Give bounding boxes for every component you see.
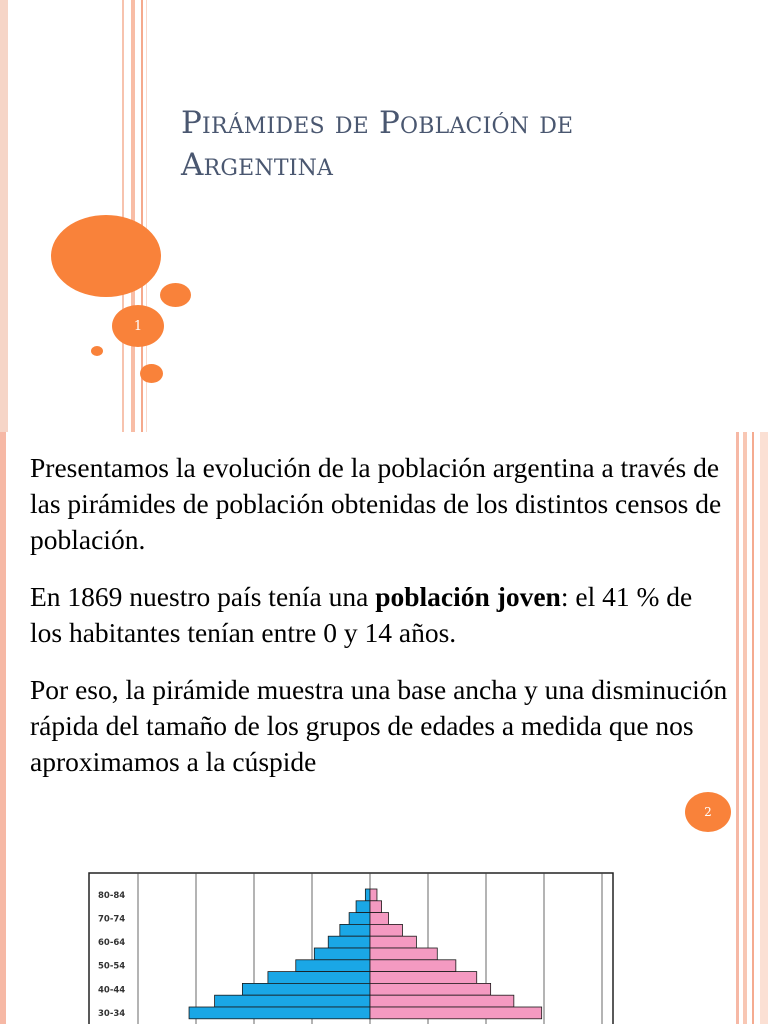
decor-stripe	[131, 0, 135, 432]
bar-female-50-54	[370, 960, 456, 972]
tick-label-30-34: 30-34	[98, 1008, 126, 1019]
bar-female-65-69	[370, 924, 402, 936]
tick-label-50-54: 50-54	[98, 961, 126, 972]
decor-stripe	[743, 432, 747, 1024]
bar-male-50-54	[296, 960, 370, 972]
slide-1	[0, 0, 768, 432]
bar-male-60-64	[328, 936, 370, 948]
bar-male-55-59	[314, 948, 370, 960]
bar-female-60-64	[370, 936, 416, 948]
decor-circle-tiny	[91, 346, 103, 356]
bar-female-35-39	[370, 995, 514, 1007]
slide-2	[0, 432, 768, 1024]
page-number-badge: 1	[112, 305, 164, 347]
bar-male-70-74	[349, 913, 370, 925]
bar-female-55-59	[370, 948, 437, 960]
paragraph-1869-post: : el 41 % de los habitantes tenían entre 0 y 14 años.	[30, 581, 693, 648]
decor-circle-large	[51, 215, 161, 297]
tick-label-60-64: 60-64	[98, 938, 126, 949]
bar-female-30-34	[370, 1007, 542, 1019]
decor-circle-small	[140, 364, 163, 383]
bar-male-45-49	[268, 972, 370, 984]
decor-stripe	[752, 432, 754, 1024]
paragraph-pyramid-shape: Por eso, la pirámide muestra una base ancha y una disminución rápida del tamaño de los grupos de edades a medida que nos aproximamos a la cúspide	[30, 674, 728, 777]
slide-1-left-band	[0, 0, 8, 432]
decor-stripe	[760, 432, 768, 1024]
bar-male-80-84	[365, 889, 370, 901]
tick-label-80-84: 80-84	[98, 890, 126, 901]
bar-female-70-74	[370, 913, 389, 925]
paragraph-1869	[30, 579, 730, 651]
bar-female-80-84	[370, 889, 377, 901]
bar-female-40-44	[370, 983, 491, 995]
slide-1-title: Pirámides de Población de Argentina	[181, 105, 574, 183]
decor-stripe	[736, 432, 739, 1024]
bar-male-65-69	[340, 924, 370, 936]
bar-female-45-49	[370, 972, 477, 984]
bar-female-75-79	[370, 901, 382, 913]
decor-circle-small	[160, 283, 191, 307]
bar-male-30-34	[189, 1007, 370, 1019]
slide-2-body	[30, 450, 730, 801]
population-pyramid-chart	[88, 872, 614, 1024]
bar-male-75-79	[356, 901, 370, 913]
paragraph-intro: Presentamos la evolución de la población argentina a través de las pirámides de población obtenidas de los distintos censos de población.	[30, 452, 722, 555]
paragraph-1869-bold: población joven	[375, 581, 561, 612]
bar-male-40-44	[242, 983, 370, 995]
page-number-badge: 2	[685, 792, 731, 832]
pyramid-svg	[88, 872, 614, 1024]
paragraph-1869-pre: En 1869 nuestro país tenía una	[30, 581, 376, 612]
bar-male-35-39	[215, 995, 370, 1007]
slide-2-left-edge	[0, 432, 6, 1024]
tick-label-40-44: 40-44	[98, 985, 126, 996]
tick-label-70-74: 70-74	[98, 914, 126, 925]
